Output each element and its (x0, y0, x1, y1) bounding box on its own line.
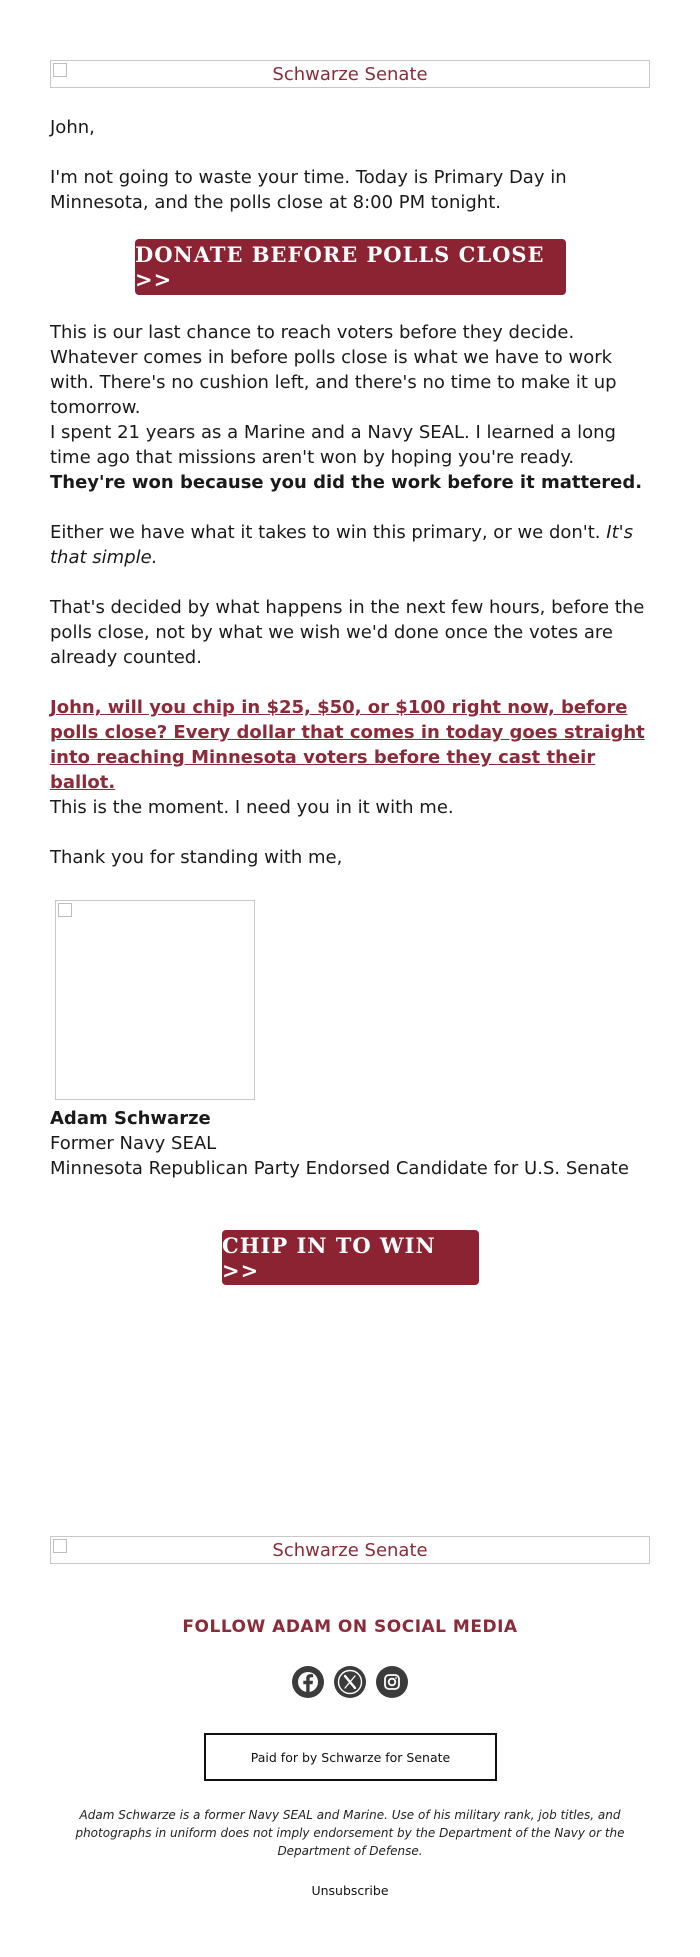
paid-for-text: Paid for by Schwarze for Senate (250, 1749, 451, 1765)
broken-image-icon (53, 1539, 67, 1553)
paragraph-either (50, 520, 655, 570)
paragraph-moment: This is the moment. I need you in it with me. (50, 797, 454, 818)
signature-title: Former Navy SEAL (50, 1133, 217, 1154)
header-image (50, 60, 650, 88)
donation-appeal-link[interactable]: John, will you chip in $25, $50, or $100 right now, before polls close? Every dollar that comes in today goes straight into reaching Minnesota voters before they cast their ballot. (50, 697, 645, 793)
unsubscribe-link[interactable]: Unsubscribe (311, 1883, 389, 1898)
broken-image-icon (58, 903, 72, 917)
x-icon[interactable] (334, 1666, 366, 1698)
paragraph-marine-seal-bold: They're won because you did the work before it mattered. (50, 472, 643, 493)
greeting: John, (50, 117, 95, 138)
broken-image-icon (53, 63, 67, 77)
x-glyph (334, 1666, 366, 1698)
facebook-glyph (292, 1666, 324, 1698)
military-disclaimer: Adam Schwarze is a former Navy SEAL and Marine. Use of his military rank, job titles, and photographs in uniform does not imply endorsement by the Department of the Navy or the Department of Defense. (75, 1808, 625, 1858)
paragraph-either-text: Either we have what it takes to win this primary, or we don't. (50, 522, 607, 543)
signature-role: Minnesota Republican Party Endorsed Candidate for U.S. Senate (50, 1158, 629, 1179)
follow-heading: FOLLOW ADAM ON SOCIAL MEDIA (182, 1617, 518, 1637)
closing-line: Thank you for standing with me, (50, 847, 343, 868)
instagram-glyph (376, 1666, 408, 1698)
signature-photo (55, 900, 255, 1100)
intro-paragraph: I'm not going to waste your time. Today is Primary Day in Minnesota, and the polls close at 8:00 PM tonight. (50, 167, 567, 213)
paragraph-marine-seal-text: I spent 21 years as a Marine and a Navy SEAL. I learned a long time ago that missions aren't won by hoping you're ready. (50, 422, 616, 468)
footer-image (50, 1536, 650, 1564)
paragraph-decided: That's decided by what happens in the next few hours, before the polls close, not by what we wish we'd done once the votes are already counted. (50, 597, 645, 668)
facebook-icon[interactable] (292, 1666, 324, 1698)
paragraph-either-italic: It's that simple. (50, 522, 633, 568)
instagram-icon[interactable] (376, 1666, 408, 1698)
signature-name: Adam Schwarze (50, 1108, 211, 1129)
paid-for-box (204, 1733, 497, 1781)
donate-button[interactable]: DONATE BEFORE POLLS CLOSE >> (135, 239, 566, 295)
footer-image-alt: Schwarze Senate (272, 1539, 428, 1561)
paragraph-last-chance: This is our last chance to reach voters before they decide. Whatever comes in before polls close is what we have to work with. There's no cushion left, and there's no time to make it up tomorrow. (50, 322, 617, 418)
header-image-alt: Schwarze Senate (272, 63, 428, 85)
paragraph-marine-seal (50, 420, 655, 495)
chip-in-button[interactable]: CHIP IN TO WIN >> (222, 1230, 479, 1285)
